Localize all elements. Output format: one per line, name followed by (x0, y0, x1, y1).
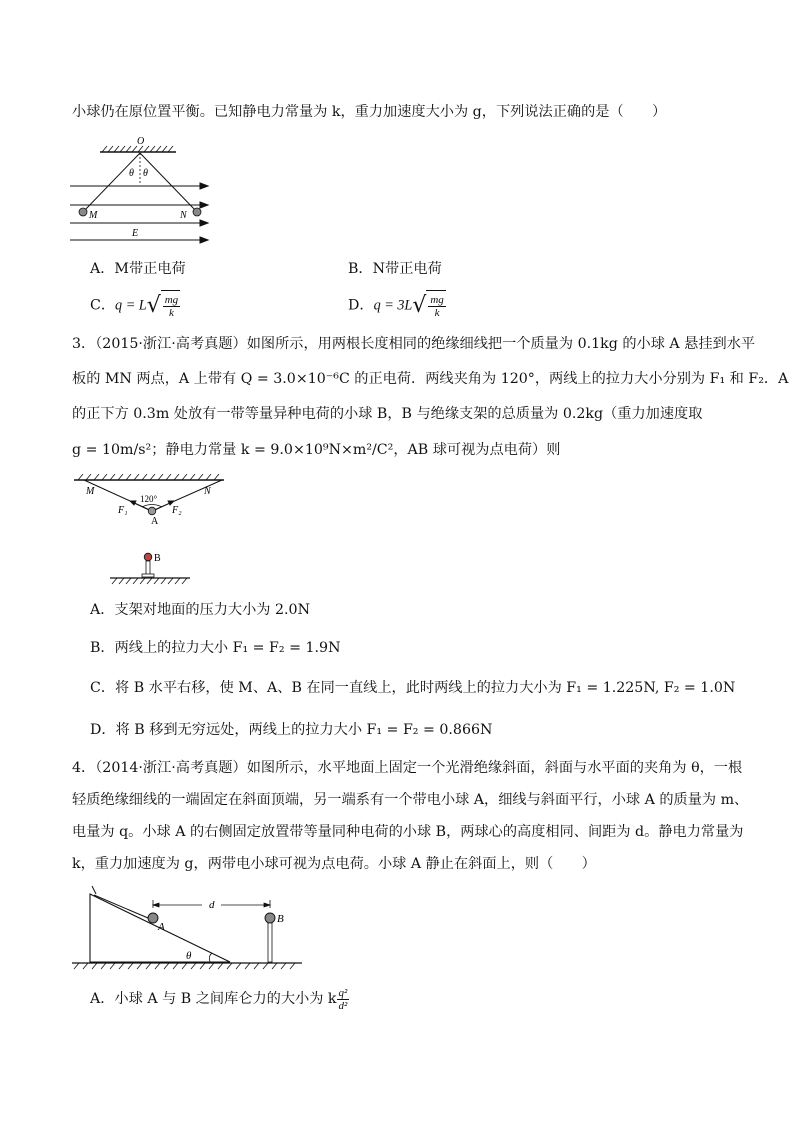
q3-option-b: B．两线上的拉力大小 F₁ = F₂ = 1.9N (90, 640, 341, 656)
q3-label-n: N (204, 486, 211, 497)
q2-label-e: E (132, 228, 139, 239)
q3-line-3: 的正下方 0.3m 处放有一带等量异种电荷的小球 B，B 与绝缘支架的总质量为 0.2kg（重力加速度取 (72, 406, 703, 422)
q4-label-a: A (158, 921, 165, 933)
q3-line-4: g = 10m/s²；静电力常量 k = 9.0×10⁹N×m²/C²，AB 球可视为点电荷）则 (72, 442, 561, 458)
q4-figure (70, 884, 310, 972)
q4-option-a-num: q² (338, 986, 348, 999)
q2-option-c-num: mg (164, 293, 179, 306)
q2-label-theta-right: θ (143, 168, 148, 179)
q3-line-1: 3．（2015·浙江·高考真题）如图所示，用两根长度相同的绝缘细线把一个质量为 0.1kg 的小球 A 悬挂到水平 (72, 336, 756, 352)
q3-option-d: D．将 B 移到无穷远处，两线上的拉力大小 F₁ = F₂ = 0.866N (90, 722, 493, 738)
q2-figure (66, 134, 216, 246)
q3-label-f2: F₂ (172, 505, 182, 516)
q2-option-c-prefix: C． (90, 297, 116, 314)
q2-option-b: B．N带正电荷 (348, 261, 442, 277)
q2-label-o: O (137, 136, 145, 147)
q4-option-a (90, 984, 349, 1014)
q4-option-a-den: d² (338, 999, 348, 1012)
q2-label-theta-left: θ (129, 168, 134, 179)
q3-option-a: A．支架对地面的压力大小为 2.0N (90, 602, 310, 618)
q2-option-d: D．q = 3L √ $\frac{mg}{k}$ (348, 290, 446, 321)
q4-label-d: d (209, 899, 215, 911)
q4-line-2: 轻质绝缘细线的一端固定在斜面顶端，另一端系有一个带电小球 A，细线与斜面平行，小球 A 的质量为 m、 (72, 792, 749, 808)
q3-ball-b (144, 553, 152, 561)
q3-line-2: 板的 MN 两点，A 上带有 Q = 3.0×10⁻⁶C 的正电荷．两线夹角为 120°，两线上的拉力大小分别为 F₁ 和 F₂．A (72, 371, 789, 387)
q2-ball-n (193, 208, 201, 216)
q4-ball-a (148, 913, 158, 923)
q4-line-3: 电量为 q。小球 A 的右侧固定放置带等量同种电荷的小球 B，两球心的高度相同、间距为 d。静电力常量为 (72, 824, 744, 840)
q3-label-f1: F₁ (118, 505, 128, 516)
q4-line-1: 4．（2014·浙江·高考真题）如图所示，水平地面上固定一个光滑绝缘斜面，斜面与水平面的夹角为 θ，一根 (72, 760, 743, 776)
q4-line-4: k，重力加速度为 g，两带电小球可视为点电荷。小球 A 静止在斜面上，则（ ） (72, 856, 596, 872)
q2-label-m: M (89, 210, 98, 221)
q3-label-a: A (151, 516, 159, 527)
q3-label-angle: 120° (140, 494, 158, 504)
q3-figure (72, 474, 232, 588)
q2-option-a: A．M带正电荷 (90, 261, 186, 277)
q3-ball-a (148, 507, 156, 515)
q2-ball-m (79, 208, 87, 216)
q4-ball-b (265, 913, 275, 923)
q2-label-n: N (180, 210, 187, 221)
q2-option-d-expr: q = 3L (373, 297, 413, 314)
q2-option-d-prefix: D． (348, 297, 374, 314)
q3-option-c: C．将 B 水平右移，使 M、A、B 在同一直线上，此时两线上的拉力大小为 F₁ = 1.225N, F₂ = 1.0N (90, 680, 736, 696)
q2-option-d-den: k (434, 306, 440, 319)
q2-stem-tail: 小球仍在原位置平衡。已知静电力常量为 k，重力加速度大小为 g，下列说法正确的是（ ） (72, 104, 667, 120)
q4-option-a-text: A．小球 A 与 B 之间库仑力的大小为 k (90, 991, 337, 1007)
q2-option-d-num: mg (430, 293, 444, 306)
q3-label-b: B (154, 553, 161, 564)
q3-label-m: M (86, 486, 95, 497)
q2-option-c-expr: q = L (115, 297, 147, 314)
q4-label-b: B (277, 913, 284, 925)
q2-option-c: C．q = L √ $\frac{mg}{k}$ (90, 290, 180, 321)
q2-option-c-den: k (169, 306, 174, 319)
q4-label-theta: θ (186, 950, 192, 962)
